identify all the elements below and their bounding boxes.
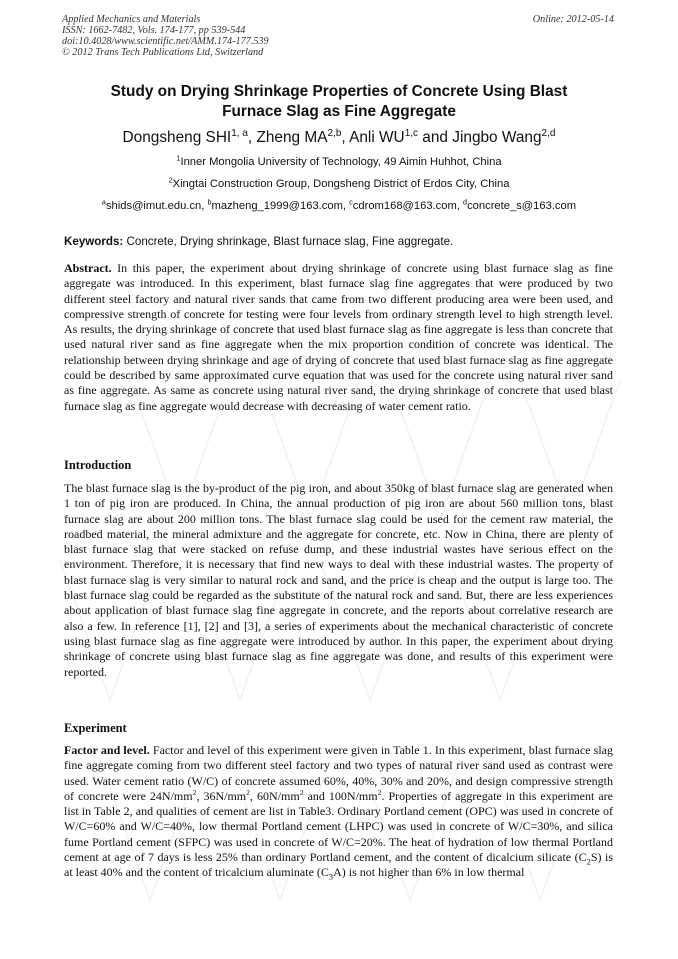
journal-doi: doi:10.4028/www.scientific.net/AMM.174-177.539 (62, 36, 269, 47)
author-affiliation-mark: 2,b (327, 127, 342, 139)
email-address: cdrom168@163.com, (352, 200, 464, 212)
affiliation-text: Inner Mongolia University of Technology, 49 Aimin Huhhot, China (180, 156, 502, 168)
experiment-text: S) is at least 40% and the content of tricalcium aluminate (C (64, 850, 613, 880)
email-mark: c (349, 197, 353, 207)
paragraph-lead: Factor and level. (64, 743, 150, 757)
journal-name: Applied Mechanics and Materials (62, 14, 201, 25)
journal-copyright: © 2012 Trans Tech Publications Ltd, Switzerland (62, 47, 264, 58)
superscript: 2 (377, 787, 382, 797)
title-line-2: Furnace Slag as Fine Aggregate (222, 103, 456, 120)
journal-issn: ISSN: 1662-7482, Vols. 174-177, pp 539-544 (62, 25, 246, 36)
experiment-text: A) is not higher than 6% in low thermal (333, 865, 525, 880)
affiliation-text: Xingtai Construction Group, Dongsheng District of Erdos City, China (172, 178, 510, 190)
subscript: 3 (328, 872, 334, 882)
keywords (64, 235, 453, 248)
email-address: mazheng_1999@163.com, (211, 200, 350, 212)
section-heading-experiment: Experiment (64, 721, 127, 735)
author-separator: , (341, 129, 350, 146)
email-mark: a (101, 197, 106, 207)
title-line-1: Study on Drying Shrinkage Properties of Concrete Using Blast (110, 83, 568, 100)
author-affiliation-mark: 1, a (231, 127, 248, 139)
experiment-text: Factor and level of this experiment were given in Table 1. In this experiment, blast furnace slag fine aggregate coming from two different steel factory and two types of natural river sand used as contrast were used. Water cement ratio (W/C) of concrete assumed 60%, 40%, 30% and 20%, and design compressive strength of concrete were 24N/mm (64, 743, 613, 803)
affiliation-mark: 1 (176, 153, 181, 163)
experiment-text: and 100N/mm (303, 788, 378, 803)
affiliation-1 (60, 153, 618, 168)
author-affiliation-mark: 2,d (541, 127, 556, 139)
superscript: 2 (299, 787, 304, 797)
subscript: 2 (586, 857, 591, 867)
journal-header (62, 14, 269, 58)
email-mark: b (207, 197, 212, 207)
superscript: 2 (246, 787, 251, 797)
online-date: Online: 2012-05-14 (532, 14, 614, 25)
experiment-text: , 60N/mm (250, 788, 300, 803)
email-address: concrete_s@163.com (467, 200, 577, 212)
keywords-text: Concrete, Drying shrinkage, Blast furnace slag, Fine aggregate. (123, 235, 454, 248)
author-separator: , (247, 129, 257, 146)
affiliation-2 (60, 175, 618, 190)
experiment-text: , 36N/mm (196, 788, 247, 803)
affiliation-mark: 2 (168, 175, 173, 185)
abstract-label: Abstract. (64, 261, 112, 275)
author-conjunction: and (418, 129, 453, 146)
author-list (60, 129, 618, 147)
section-heading-introduction: Introduction (64, 458, 132, 472)
superscript: 2 (192, 787, 197, 797)
author-emails (60, 197, 618, 212)
author-name: Zheng MA (256, 129, 328, 146)
author-name: Jingbo Wang (452, 129, 542, 146)
experiment-text: . Properties of aggregate in this experiment are list in Table 2, and qualities of cement are list in Table3. Ordinary Portland cement (OPC) was used in concrete of W/C=60% and W/C=40%, low thermal Portland cement (LHPC) was used in concrete of W/C=30%, and silica fume Portland cement (SFPC) was used in concrete of W/C=20%. The heat of hydration of low thermal Portland cement at age of 7 days is less 25% than ordinary Portland cement, and the content of dicalcium silicate (C (64, 788, 613, 865)
paper-title (60, 82, 618, 122)
introduction-text: The blast furnace slag is the by-product of the pig iron, and about 350kg of blast furnace slag are generated when 1 ton of pig iron are produced. In China, the annual production of pig iron are about 560 million tons, blast furnace slag are about 200 million tons. The blast furnace slag could be used for the cement raw material, the roadbed material, the mineral admixture and the aggregate for concrete, etc. Now in China, there are plenty of blast furnace slag that were stacked on refuse dump, and these industrial wastes have serious effect on the environment. Therefore, it is necessary that find new ways to deal with these industrial wastes. The property of blast furnace slag is very similar to natural rock and sand, and the price is cheap and the output is large too. The blast furnace slag could be regarded as the substitute of the natural rock and sand. But, there are less experiences about application of blast furnace slag fine aggregate in concrete, and the reports about correlative research are also a few. In reference [1], [2] and [3], a series of experiments about the mechanical characteristic of concrete using blast furnace slag as fine aggregate were introduced by author. In this paper, the experiment about drying shrinkage of concrete using blast furnace slag as fine aggregate was done, and results of this experiment were reported. (64, 481, 613, 679)
abstract (64, 261, 613, 414)
author-affiliation-mark: 1,c (404, 127, 419, 139)
keywords-label: Keywords: (64, 235, 124, 248)
email-address: shids@imut.edu.cn, (105, 200, 208, 212)
experiment-paragraph (64, 743, 613, 881)
abstract-text: In this paper, the experiment about drying shrinkage of concrete using blast furnace slag as fine aggregate was introduced. In this experiment, blast furnace slag fine aggregates that were produced by two different steel factory and natural river sands that came from two different producing area were been used, and compressive strength of concrete for testing were four levels from ordinary strength level to high strength level. As results, the drying shrinkage of concrete that used blast furnace slag as fine aggregate is less than concrete that used natural river sand as fine aggregate when the mix proportion condition of concrete was identical. The relationship between drying shrinkage and age of drying of concrete that used blast furnace slag as fine aggregate could be described by same approximated curve equation that was used for the concrete using natural river sand as fine aggregate. As same as concrete using natural river sand, the drying shrinkage of concrete that used blast furnace slag as fine aggregate would decrease with decreasing of water cement ratio. (64, 261, 613, 413)
author-name: Dongsheng SHI (122, 129, 232, 146)
email-mark: d (463, 197, 468, 207)
author-name: Anli WU (349, 129, 405, 146)
